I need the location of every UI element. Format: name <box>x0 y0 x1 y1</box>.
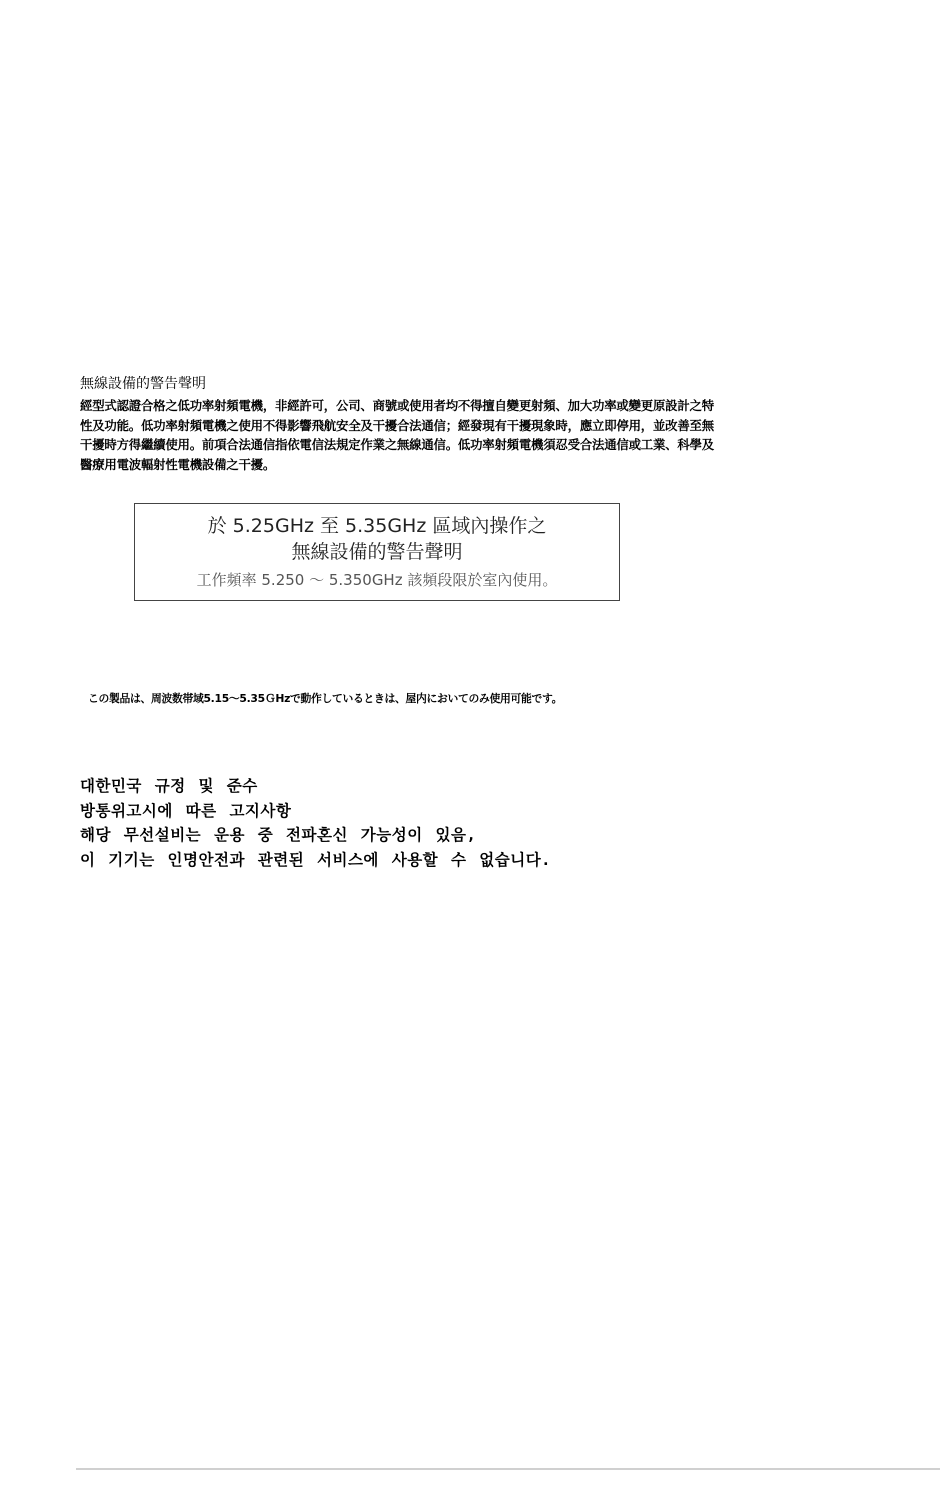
footer-divider <box>76 1468 940 1470</box>
taiwan-notice-body: 經型式認證合格之低功率射頻電機，非經許可，公司、商號或使用者均不得擅自變更射頻、加大功率或變更原設計之特性及功能。低功率射頻電機之使用不得影響飛航安全及干擾合法通信；經發現有干擾現象時，應立即停用，並改善至無干擾時方得繼續使用。前項合法通信指依電信法規定作業之無線通信。低功率射頻電機須忍受合法通信或工業、科學及醫療用電波輻射性電機設備之干擾。 <box>80 398 714 472</box>
korea-notice-subtitle: 방통위고시에 따른 고지사항 <box>80 801 292 820</box>
taiwan-notice-heading: 無線設備的警告聲明 <box>80 376 206 392</box>
korea-notice-line3: 해당 무선설비는 운용 중 전파혼신 가능성이 있음, <box>80 826 477 844</box>
band-warning-box <box>134 503 620 601</box>
band-warning-title-line1: 於 5.25GHz 至 5.35GHz 區域內操作之 <box>207 515 547 537</box>
band-warning-title <box>135 513 619 565</box>
korea-notice-line4: 이 기기는 인명안전과 관련된 서비스에 사용할 수 없습니다. <box>80 850 552 869</box>
japan-indoor-notice: この製品は、周波数帯域5.15～5.35ＧHzで動作しているときは、屋内においてのみ使用可能です。 <box>88 692 563 705</box>
korea-notice-title: 대한민국 규정 및 준수 <box>80 777 258 795</box>
korea-notice <box>80 774 680 872</box>
taiwan-wireless-notice <box>80 375 720 474</box>
band-warning-body: 工作頻率 5.250 ～ 5.350GHz 該頻段限於室內使用。 <box>196 571 558 589</box>
band-warning-title-line2: 無線設備的警告聲明 <box>291 541 463 563</box>
